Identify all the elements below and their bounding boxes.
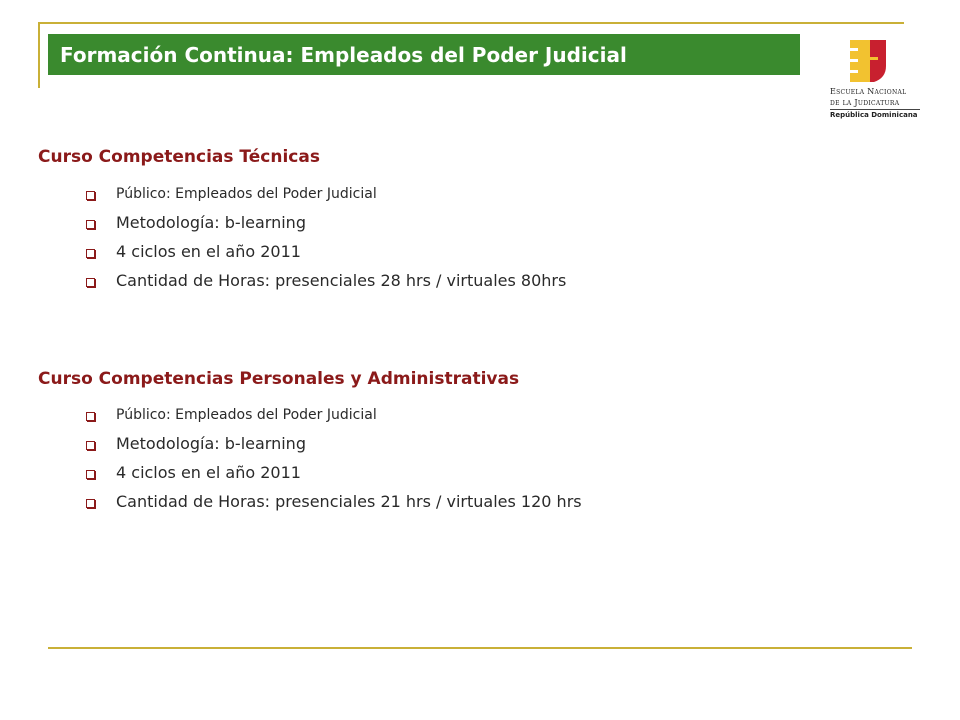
square-bullet-icon bbox=[86, 499, 95, 508]
square-bullet-icon bbox=[86, 470, 95, 479]
section-heading-tecnicas: Curso Competencias Técnicas bbox=[38, 147, 320, 167]
list-item: Cantidad de Horas: presenciales 21 hrs / virtuales 120 hrs bbox=[86, 490, 582, 514]
list-item: Metodología: b-learning bbox=[86, 432, 582, 456]
logo-text-line1: Escuela Nacional bbox=[830, 87, 907, 96]
list-item: Metodología: b-learning bbox=[86, 211, 566, 235]
bullet-list-personales bbox=[86, 403, 582, 514]
logo-text-line2: de la Judicatura bbox=[830, 98, 900, 107]
page-title: Formación Continua: Empleados del Poder Judicial bbox=[60, 42, 627, 67]
list-item: 4 ciclos en el año 2011 bbox=[86, 240, 566, 264]
bullet-list-tecnicas bbox=[86, 182, 566, 293]
list-item: 4 ciclos en el año 2011 bbox=[86, 461, 582, 485]
square-bullet-icon bbox=[86, 220, 95, 229]
list-item: Público: Empleados del Poder Judicial bbox=[86, 403, 582, 427]
logo-text-line3: República Dominicana bbox=[830, 111, 918, 119]
square-bullet-icon bbox=[86, 278, 95, 287]
left-frame-line bbox=[38, 22, 40, 88]
section-heading-personales: Curso Competencias Personales y Administrativas bbox=[38, 369, 520, 389]
square-bullet-icon bbox=[86, 412, 95, 421]
square-bullet-icon bbox=[86, 441, 95, 450]
bottom-frame-line bbox=[48, 647, 912, 649]
judicatura-emblem-icon bbox=[850, 40, 890, 82]
list-item: Público: Empleados del Poder Judicial bbox=[86, 182, 566, 206]
escuela-judicatura-logo bbox=[830, 40, 930, 120]
square-bullet-icon bbox=[86, 249, 95, 258]
title-bar bbox=[48, 34, 800, 75]
square-bullet-icon bbox=[86, 191, 95, 200]
top-frame-line bbox=[38, 22, 904, 24]
list-item: Cantidad de Horas: presenciales 28 hrs / virtuales 80hrs bbox=[86, 269, 566, 293]
logo-divider bbox=[830, 109, 920, 110]
